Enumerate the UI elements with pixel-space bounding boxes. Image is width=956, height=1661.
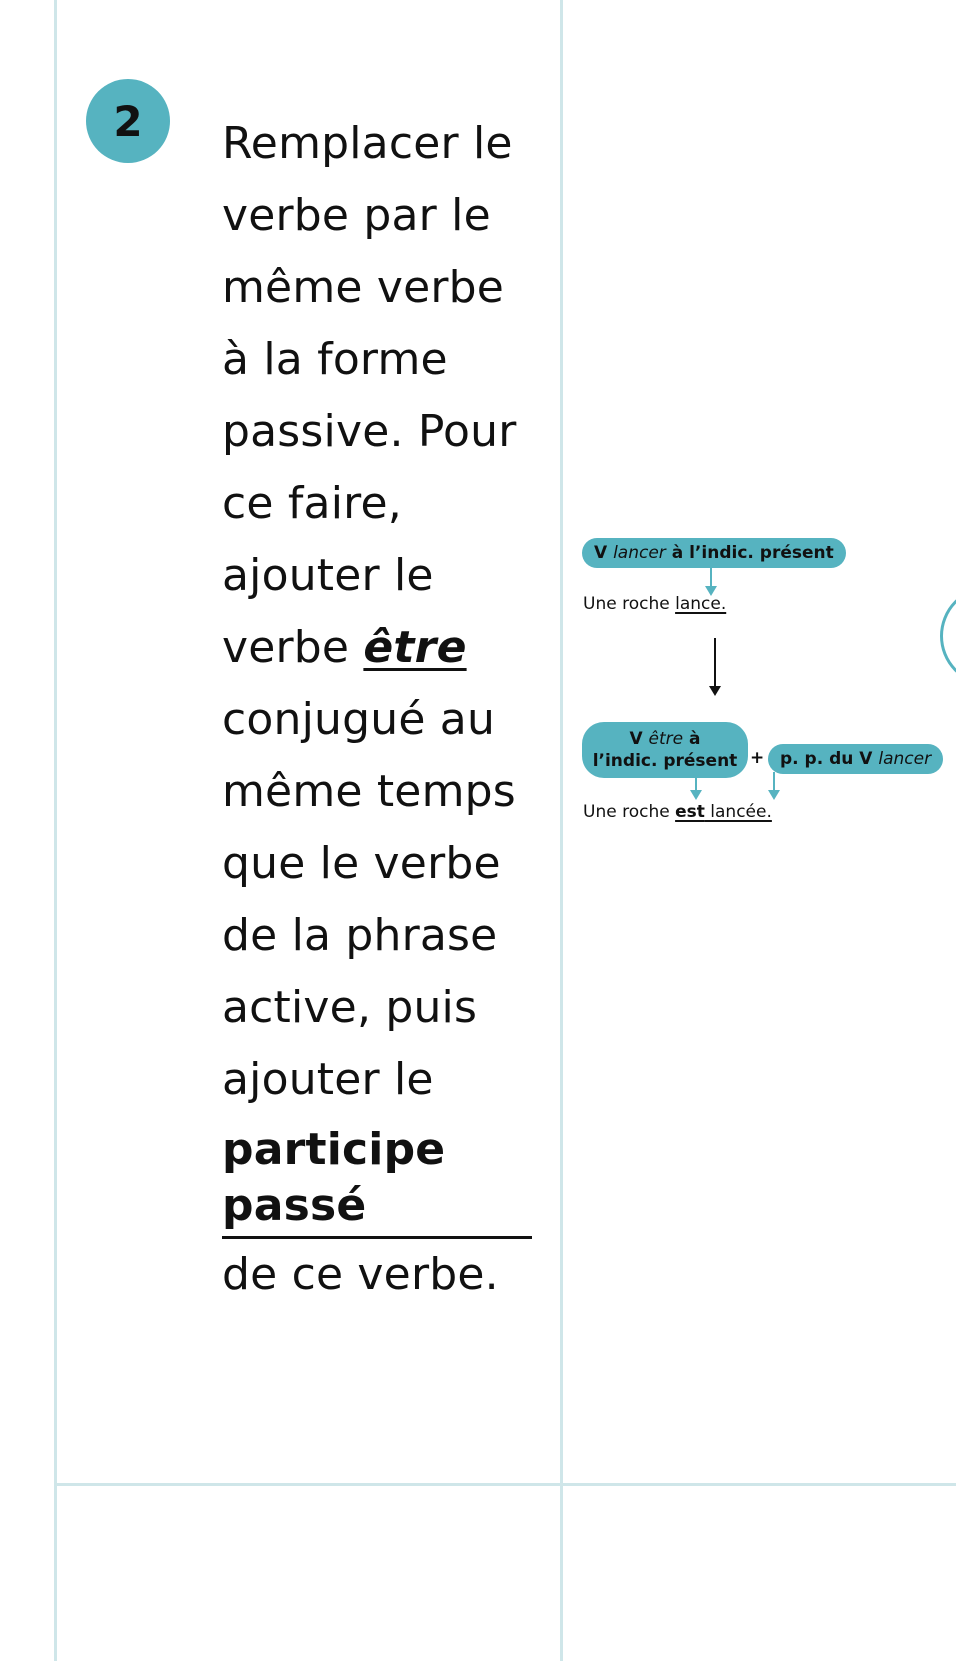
instruction-line: même verbe (222, 262, 505, 313)
transform-down-arrow (709, 638, 721, 696)
instruction-line-etre (222, 612, 542, 684)
instruction-line: même temps (222, 766, 516, 817)
pill-v: V (594, 543, 614, 563)
pill-tense: à l’indic. présent (665, 543, 834, 563)
arrow-pp-to-participle (768, 772, 780, 800)
pill-etre-present (582, 722, 748, 778)
step-number-badge (86, 79, 170, 163)
sentence-aux: est (675, 802, 705, 822)
instruction-line: passive. Pour (222, 406, 517, 457)
keyword-participe-passe (222, 1122, 532, 1239)
pill-etre-verb: être (648, 729, 684, 749)
instruction-line: active, puis (222, 982, 478, 1033)
instruction-line: que le verbe (222, 838, 501, 889)
instruction-line: de la phrase (222, 910, 498, 961)
pill-verb-present (582, 538, 846, 568)
keyword-etre: être (363, 622, 467, 673)
sentence-subject: Une roche (583, 594, 676, 614)
instruction-line: ajouter le (222, 1054, 434, 1105)
instruction-line: ce faire, (222, 478, 402, 529)
sentence-passive (583, 802, 772, 822)
diagram-arrows (580, 538, 956, 838)
verbe-prefix: verbe (222, 622, 364, 673)
instruction-last-line: de ce verbe. (222, 1249, 499, 1300)
pill-etre-line2: l’indic. présent (592, 751, 738, 771)
instruction-line: Remplacer le (222, 118, 513, 169)
instruction-line: verbe par le (222, 190, 491, 241)
pill-pp-verb: lancer (878, 749, 932, 769)
sentence-verb: lance. (675, 594, 727, 614)
arrow-top-to-verb (705, 568, 717, 596)
plus-sign: + (750, 748, 765, 768)
passe-word: passé (222, 1180, 367, 1231)
pill-etre-v: V (629, 729, 649, 749)
pill-participe-passe (768, 744, 943, 774)
pill-etre-a: à (683, 729, 701, 749)
instruction-text (222, 108, 542, 1311)
step-number: 2 (113, 96, 143, 146)
table-border-left (54, 0, 57, 1661)
sentence-subject: Une roche (583, 802, 676, 822)
instruction-line: conjugué au (222, 694, 496, 745)
passive-voice-diagram (580, 538, 956, 838)
instruction-line: à la forme (222, 334, 448, 385)
table-column-divider (560, 0, 563, 1661)
sentence-active (583, 594, 726, 614)
pill-etre-line1 (582, 728, 748, 750)
instruction-line: ajouter le (222, 550, 434, 601)
sentence-participle: lancée. (704, 802, 772, 822)
pill-pp-prefix: p. p. du V (780, 749, 879, 769)
table-row-divider (54, 1483, 956, 1486)
pill-verb-lancer: lancer (613, 543, 666, 563)
participe-word: participe (222, 1124, 446, 1175)
arrow-etre-to-aux (690, 778, 702, 800)
